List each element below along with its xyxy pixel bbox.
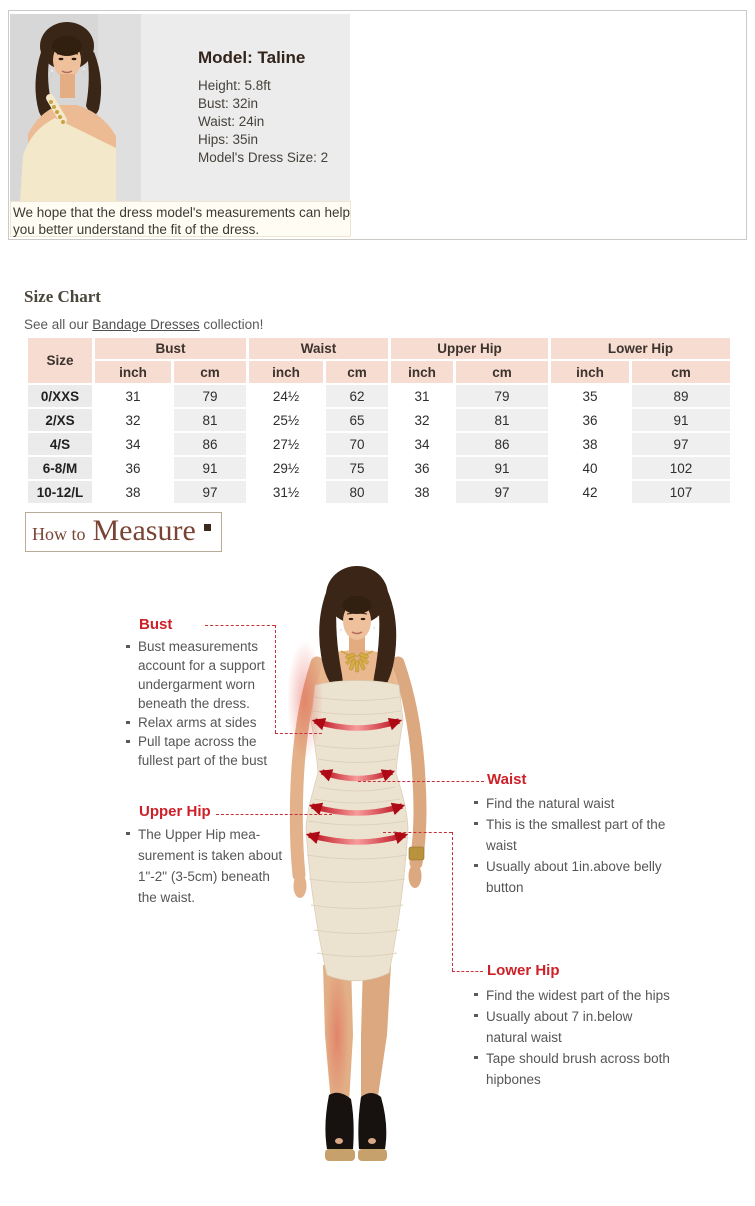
model-stat-line: Height: 5.8ft xyxy=(198,78,271,93)
cell-bust-cm: 91 xyxy=(174,457,246,479)
cell-waist-cm: 70 xyxy=(326,433,388,455)
measurement-model-photo xyxy=(285,555,465,1195)
cell-size: 0/XXS xyxy=(28,385,92,407)
cell-upper-hip-cm: 91 xyxy=(456,457,548,479)
cell-bust-inch: 36 xyxy=(95,457,171,479)
collection-line xyxy=(24,317,263,332)
heading-measure: Measure xyxy=(92,514,196,547)
lower-hip-bullet: Find the widest part of the hips xyxy=(473,985,675,1006)
lower-hip-connector-line xyxy=(452,971,483,972)
cell-upper-hip-inch: 32 xyxy=(391,409,453,431)
cell-upper-hip-inch: 34 xyxy=(391,433,453,455)
cell-lower-hip-inch: 40 xyxy=(551,457,629,479)
cell-waist-inch: 31½ xyxy=(249,481,323,503)
collection-line-suffix: collection! xyxy=(199,317,264,332)
unit-header-cm: cm xyxy=(456,361,548,383)
upper-hip-bullet: The Upper Hip mea-surement is taken about 1"-2" (3-5cm) beneath the waist. xyxy=(125,824,287,908)
cell-waist-inch: 25½ xyxy=(249,409,323,431)
model-stats-list xyxy=(198,77,328,167)
table-row xyxy=(28,409,730,431)
model-stats-panel xyxy=(141,14,350,204)
model-stat-line: Bust: 32in xyxy=(198,96,259,111)
cell-lower-hip-cm: 89 xyxy=(632,385,730,407)
table-row xyxy=(28,433,730,455)
cell-upper-hip-cm: 79 xyxy=(456,385,548,407)
size-chart-table xyxy=(25,336,733,505)
cell-upper-hip-cm: 86 xyxy=(456,433,548,455)
cell-lower-hip-cm: 91 xyxy=(632,409,730,431)
lower-hip-instructions xyxy=(473,985,675,1090)
cell-lower-hip-cm: 97 xyxy=(632,433,730,455)
cell-lower-hip-inch: 35 xyxy=(551,385,629,407)
table-row xyxy=(28,481,730,503)
lower-hip-label: Lower Hip xyxy=(487,962,560,979)
unit-header-inch: inch xyxy=(95,361,171,383)
waist-label: Waist xyxy=(487,771,527,788)
unit-header-cm: cm xyxy=(174,361,246,383)
cell-bust-cm: 86 xyxy=(174,433,246,455)
bust-connector-line xyxy=(205,625,275,626)
cell-upper-hip-inch: 31 xyxy=(391,385,453,407)
heading-how-to: How to xyxy=(32,524,86,544)
cell-upper-hip-inch: 38 xyxy=(391,481,453,503)
unit-header-cm: cm xyxy=(326,361,388,383)
model-stat-line: Hips: 35in xyxy=(198,132,259,147)
cell-lower-hip-cm: 107 xyxy=(632,481,730,503)
upper-hip-connector-line xyxy=(216,814,332,815)
model-caption-line1: We hope that the dress model's measurements can help xyxy=(13,205,351,220)
cell-waist-cm: 62 xyxy=(326,385,388,407)
waist-bullet: Usually about 1in.above belly button xyxy=(473,856,675,898)
cell-upper-hip-inch: 36 xyxy=(391,457,453,479)
cell-bust-cm: 79 xyxy=(174,385,246,407)
cell-waist-cm: 75 xyxy=(326,457,388,479)
cell-bust-inch: 31 xyxy=(95,385,171,407)
lower-hip-bullet: Usually about 7 in.below natural waist xyxy=(473,1006,675,1048)
how-to-measure-heading xyxy=(25,512,222,552)
cell-size: 2/XS xyxy=(28,409,92,431)
model-info-box xyxy=(8,10,747,240)
model-title: Model: Taline xyxy=(198,48,306,67)
cell-waist-cm: 65 xyxy=(326,409,388,431)
lower-hip-connector-line xyxy=(452,832,453,971)
size-chart-heading: Size Chart xyxy=(24,287,101,306)
cell-waist-inch: 27½ xyxy=(249,433,323,455)
unit-header-inch: inch xyxy=(391,361,453,383)
table-row xyxy=(28,385,730,407)
cell-size: 4/S xyxy=(28,433,92,455)
bust-instructions xyxy=(125,637,287,770)
bust-bullet: Pull tape across the fullest part of the bust xyxy=(125,732,287,770)
waist-bullet: Find the natural waist xyxy=(473,793,675,814)
model-stat-line: Waist: 24in xyxy=(198,114,265,129)
table-row xyxy=(28,457,730,479)
figure-legs xyxy=(323,965,391,1105)
waist-connector-line xyxy=(358,781,484,782)
figure-shoes xyxy=(325,1093,387,1161)
cell-lower-hip-inch: 36 xyxy=(551,409,629,431)
unit-header-inch: inch xyxy=(551,361,629,383)
upper-hip-instructions xyxy=(125,824,287,908)
cell-upper-hip-cm: 81 xyxy=(456,409,548,431)
model-caption-line2: you better understand the fit of the dress. xyxy=(13,222,260,237)
size-chart-body xyxy=(28,385,730,503)
collection-line-prefix: See all our xyxy=(24,317,93,332)
bust-label: Bust xyxy=(139,616,173,633)
cell-upper-hip-cm: 97 xyxy=(456,481,548,503)
lower-hip-bullet: Tape should brush across both hipbones xyxy=(473,1048,675,1090)
cell-waist-inch: 24½ xyxy=(249,385,323,407)
bandage-dresses-link[interactable]: Bandage Dresses xyxy=(92,317,200,332)
model-headshot-photo xyxy=(10,14,141,201)
unit-header-cm: cm xyxy=(632,361,730,383)
col-header-size: Size xyxy=(28,338,92,383)
square-bullet-icon xyxy=(204,524,211,531)
waist-bullet: This is the smallest part of the waist xyxy=(473,814,675,856)
cell-bust-inch: 32 xyxy=(95,409,171,431)
cell-lower-hip-cm: 102 xyxy=(632,457,730,479)
model-caption xyxy=(10,201,351,237)
table-header-row-units xyxy=(28,361,730,383)
cell-waist-inch: 29½ xyxy=(249,457,323,479)
upper-hip-label: Upper Hip xyxy=(139,803,211,820)
unit-header-inch: inch xyxy=(249,361,323,383)
cell-bust-inch: 34 xyxy=(95,433,171,455)
col-header-waist: Waist xyxy=(249,338,388,359)
table-header-row-groups xyxy=(28,338,730,359)
cell-lower-hip-inch: 42 xyxy=(551,481,629,503)
red-glow xyxy=(287,640,323,760)
cell-bust-cm: 97 xyxy=(174,481,246,503)
model-stat-line: Model's Dress Size: 2 xyxy=(198,150,329,165)
bust-bullet: Bust measurements account for a support undergarment worn beneath the dress. xyxy=(125,637,287,713)
cell-bust-inch: 38 xyxy=(95,481,171,503)
cell-waist-cm: 80 xyxy=(326,481,388,503)
col-header-bust: Bust xyxy=(95,338,246,359)
waist-instructions xyxy=(473,793,675,898)
bust-bullet: Relax arms at sides xyxy=(125,713,287,732)
cell-bust-cm: 81 xyxy=(174,409,246,431)
cell-size: 10-12/L xyxy=(28,481,92,503)
lower-hip-connector-line xyxy=(383,832,452,833)
cell-lower-hip-inch: 38 xyxy=(551,433,629,455)
cell-size: 6-8/M xyxy=(28,457,92,479)
gold-cuff-bracelet xyxy=(409,847,424,860)
col-header-upper-hip: Upper Hip xyxy=(391,338,548,359)
col-header-lower-hip: Lower Hip xyxy=(551,338,730,359)
